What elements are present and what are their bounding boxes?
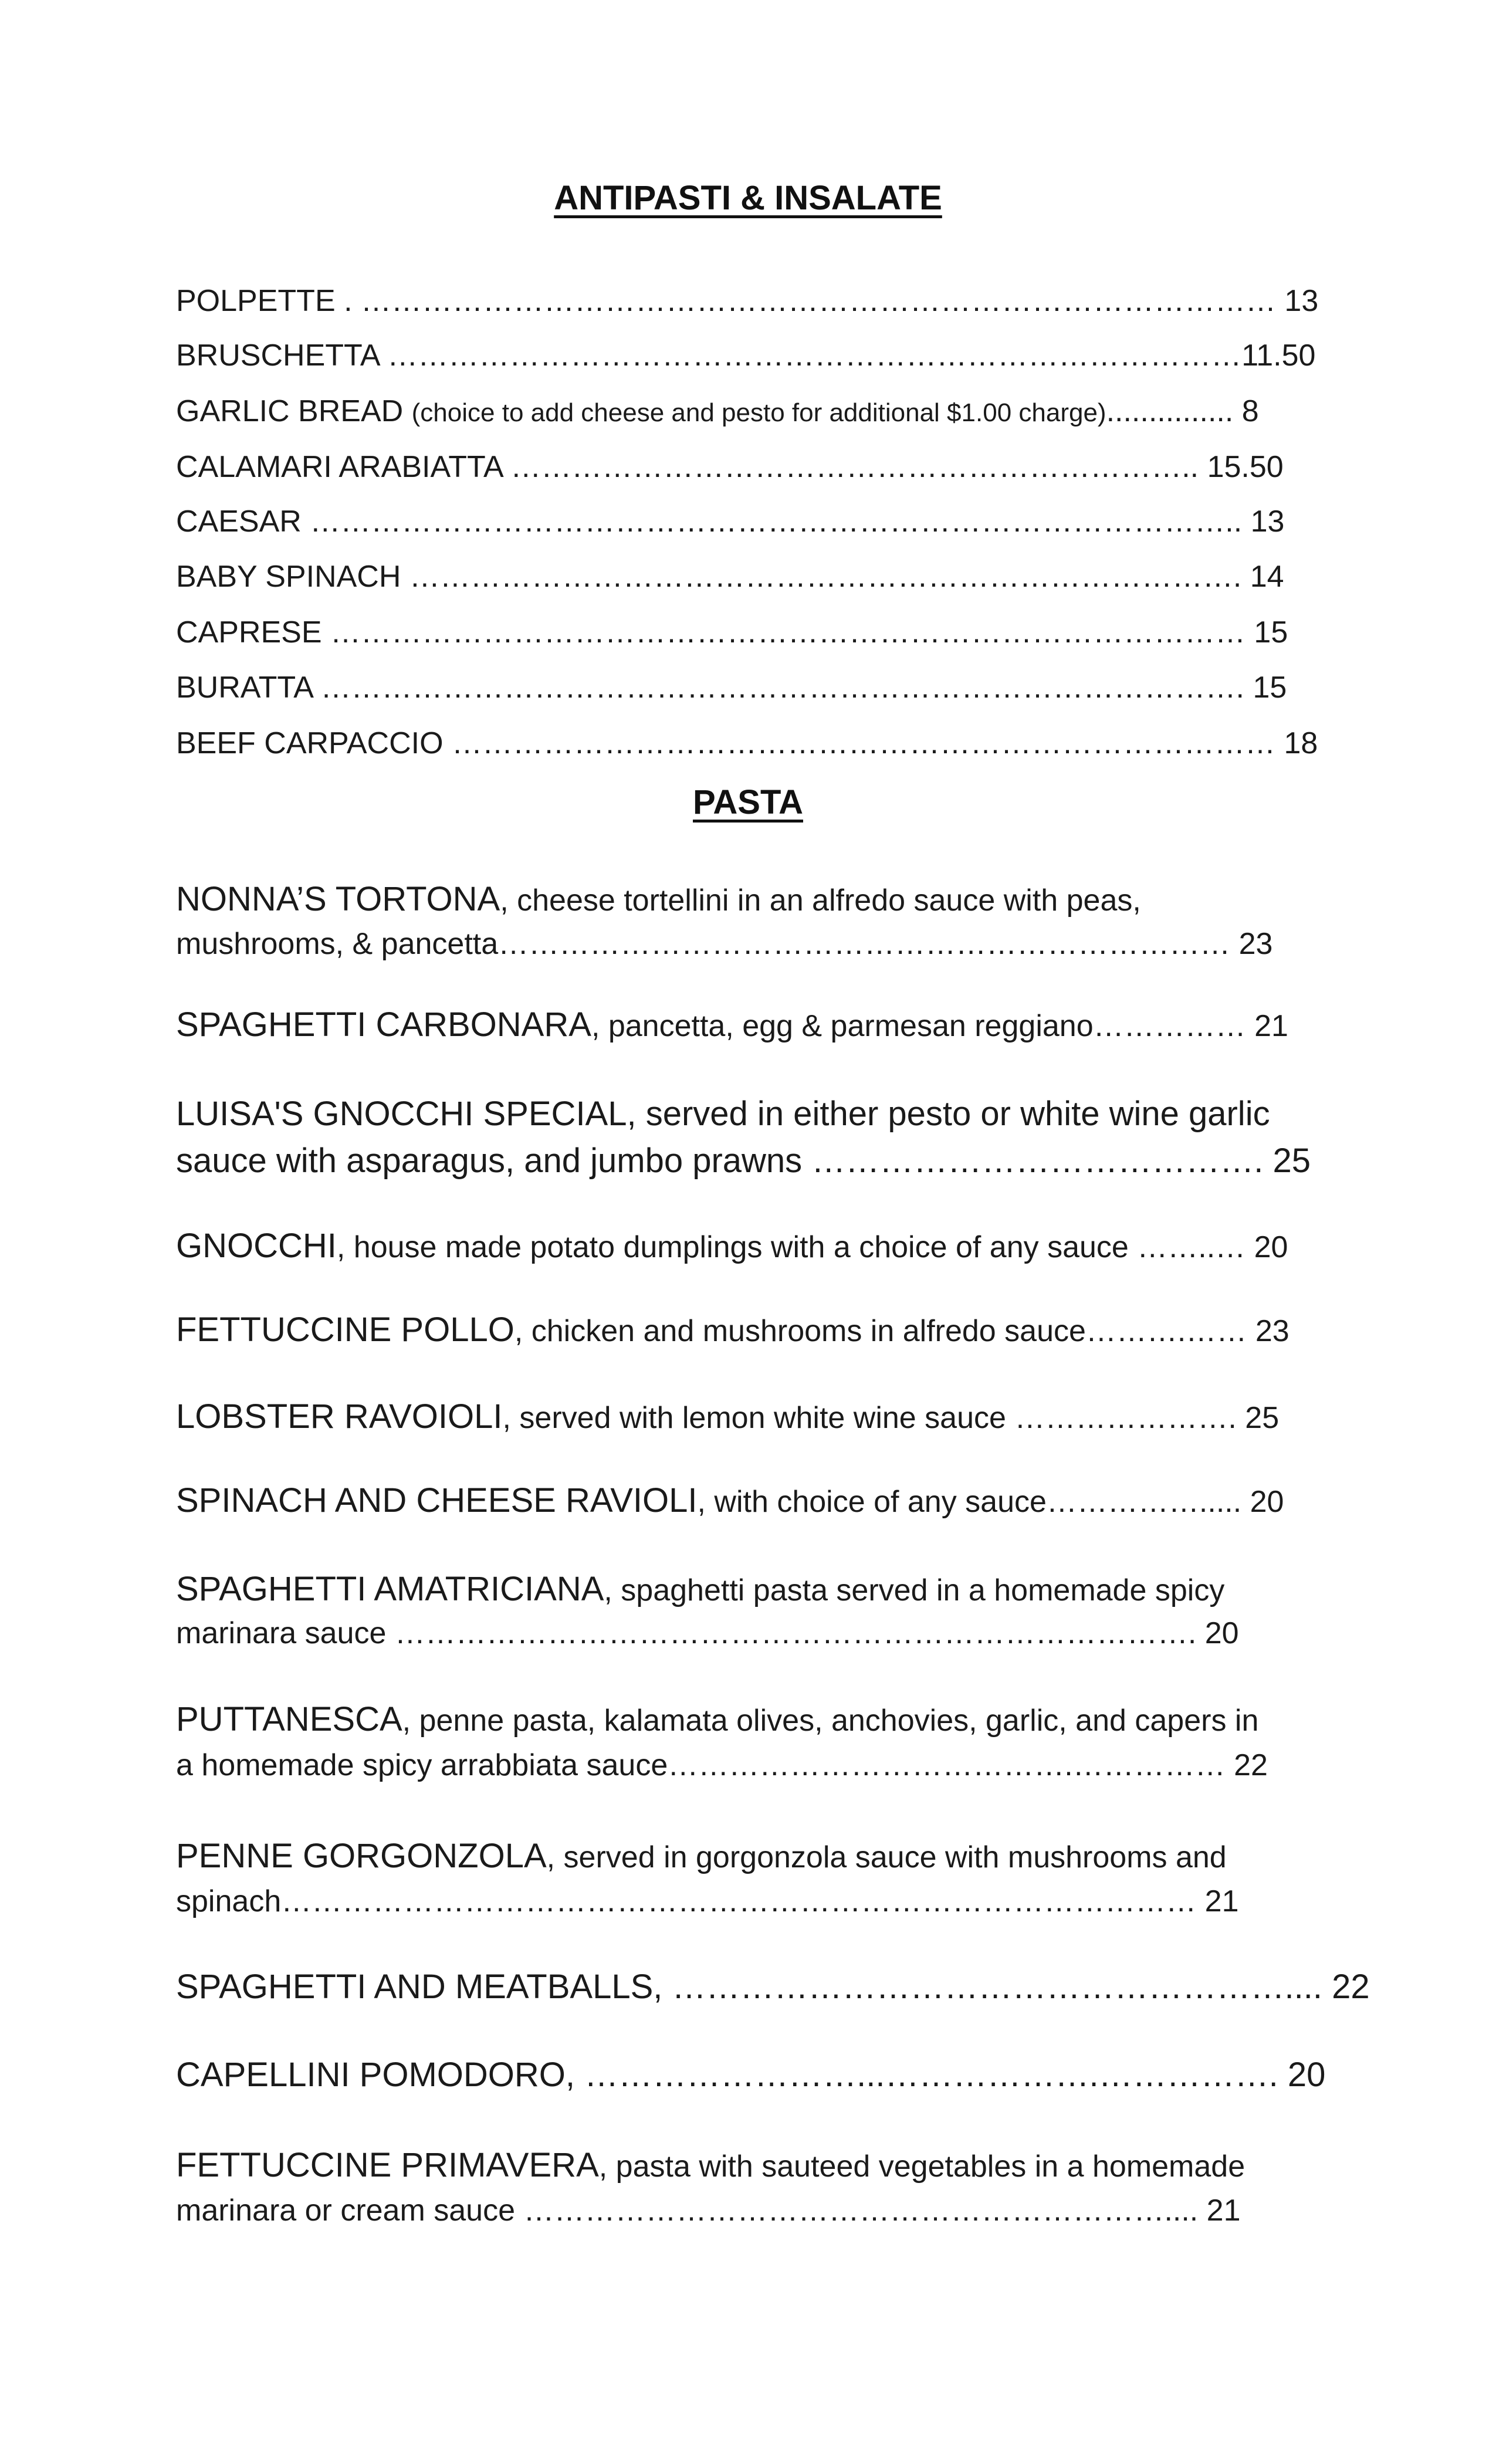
menu-item-spaghetti-meatballs — [176, 1969, 1370, 2014]
menu-item-description: , penne pasta, kalamata olives, anchovies, garlic, and capers in — [402, 1704, 1259, 1738]
menu-item-description: , served in gorgonzola sauce with mushrooms and — [546, 1840, 1227, 1874]
menu-item-name: FETTUCCINE PRIMAVERA — [176, 2146, 599, 2184]
menu-item-name: CAPELLINI POMODORO, ……………………...……………….……………. 20 — [176, 2056, 1326, 2094]
menu-item-name: SPAGHETTI CARBONARA — [176, 1006, 591, 1044]
menu-item-price: ............... 8 — [1106, 394, 1259, 428]
menu-item-beef-carpaccio: BEEF CARPACCIO ……………………………………………………………………… 18 — [176, 726, 1318, 760]
menu-item-name: SPAGHETTI AMATRICIANA — [176, 1570, 604, 1608]
menu-item-buratta: BURATTA ………………………………………………………………………………. 15 — [176, 671, 1287, 705]
menu-item-description-price: a homemade spicy arrabbiata sauce………………………………….…………… 22 — [176, 1748, 1268, 1782]
menu-item-continuation — [176, 1747, 1268, 1791]
menu-item-description: , chicken and mushrooms in alfredo sauce……….…… 23 — [514, 1314, 1289, 1348]
menu-item-capellini-pomodoro — [176, 2057, 1325, 2102]
menu-item-description: , cheese tortellini in an alfredo sauce with peas, — [500, 884, 1141, 918]
menu-item-description-price: mushrooms, & pancetta……………………………………………………………… 23 — [176, 927, 1273, 961]
menu-item-spaghetti-amatriciana — [176, 1571, 1224, 1616]
menu-item-description: , pancetta, egg & parmesan reggiano…………… 21 — [591, 1009, 1288, 1043]
menu-item-continuation — [176, 1143, 1311, 1188]
menu-item-name: FETTUCCINE POLLO — [176, 1311, 515, 1349]
menu-item-name: NONNA’S TORTONA — [176, 880, 500, 918]
pasta-section-title: PASTA — [693, 783, 803, 821]
menu-item-spinach-cheese-ravioli — [176, 1483, 1284, 1528]
menu-item-bruschetta: BRUSCHETTA …………………………………………………………………………11.50 — [176, 339, 1316, 373]
menu-item-name: GARLIC BREAD — [176, 394, 412, 428]
menu-item-nonnas-tortona — [176, 881, 1141, 926]
menu-item-garlic-bread — [176, 393, 1259, 431]
menu-item-name: GNOCCHI — [176, 1227, 337, 1265]
menu-item-name: PENNE GORGONZOLA — [176, 1837, 547, 1875]
menu-item-baby-spinach: BABY SPINACH ………………………………………………………………………. 14 — [176, 560, 1284, 594]
menu-item-name: LOBSTER RAVOIOLI — [176, 1397, 503, 1436]
menu-item-continuation — [176, 2192, 1241, 2236]
menu-item-spaghetti-carbonara — [176, 1007, 1288, 1052]
menu-item-name: SPAGHETTI AND MEATBALLS, ……………………………………………….... 22 — [176, 1968, 1370, 2006]
menu-item-caprese: CAPRESE ……………………………………………………………………………… 15 — [176, 615, 1288, 649]
menu-item-luisas-gnocchi — [176, 1096, 1270, 1141]
menu-item-polpette: POLPETTE . ……………………………………………………………………………… 13 — [176, 284, 1319, 318]
menu-item-name: SPINACH AND CHEESE RAVIOLI — [176, 1481, 698, 1519]
menu-item-description-price: marinara or cream sauce ……………………………………………………….... 21 — [176, 2194, 1241, 2228]
menu-item-continuation — [176, 1883, 1239, 1927]
menu-item-name: PUTTANESCA — [176, 1700, 402, 1738]
menu-item-description: , served with lemon white wine sauce …………………. 25 — [502, 1401, 1280, 1435]
menu-item-description-price: marinara sauce ……………………………………………………………………. 20 — [176, 1616, 1239, 1650]
menu-item-fettuccine-pollo — [176, 1312, 1289, 1357]
menu-item-caesar: CAESAR ……………………………………………………………………………….. 13 — [176, 505, 1285, 539]
menu-item-calamari: CALAMARI ARABIATTA ………………………………………………………….. 15.50 — [176, 450, 1284, 484]
menu-item-continuation — [176, 1615, 1239, 1659]
menu-item-note: (choice to add cheese and pesto for additional $1.00 charge) — [411, 398, 1106, 427]
menu-item-description: , house made potato dumplings with a choice of any sauce ……..… 20 — [336, 1230, 1288, 1264]
antipasti-section-title: ANTIPASTI & INSALATE — [554, 179, 942, 217]
menu-item-continuation — [176, 926, 1272, 970]
menu-item-description: , with choice of any sauce……………..... 20 — [697, 1485, 1284, 1519]
menu-item-fettuccine-primavera — [176, 2147, 1245, 2192]
menu-item-description: , spaghetti pasta served in a homemade spicy — [604, 1573, 1225, 1607]
menu-item-description-price: spinach……………………………………………………………………………… 21 — [176, 1884, 1239, 1918]
menu-item-penne-gorgonzola — [176, 1838, 1227, 1883]
menu-item-puttanesca — [176, 1701, 1258, 1747]
menu-item-gnocchi — [176, 1228, 1288, 1273]
menu-item-description-price: sauce with asparagus, and jumbo prawns …………………………………. 25 — [176, 1142, 1311, 1180]
menu-item-lobster-ravioli — [176, 1399, 1279, 1444]
menu-item-name: LUISA'S GNOCCHI SPECIAL, served in either pesto or white wine garlic — [176, 1095, 1270, 1133]
menu-item-description: , pasta with sauteed vegetables in a homemade — [598, 2150, 1245, 2184]
